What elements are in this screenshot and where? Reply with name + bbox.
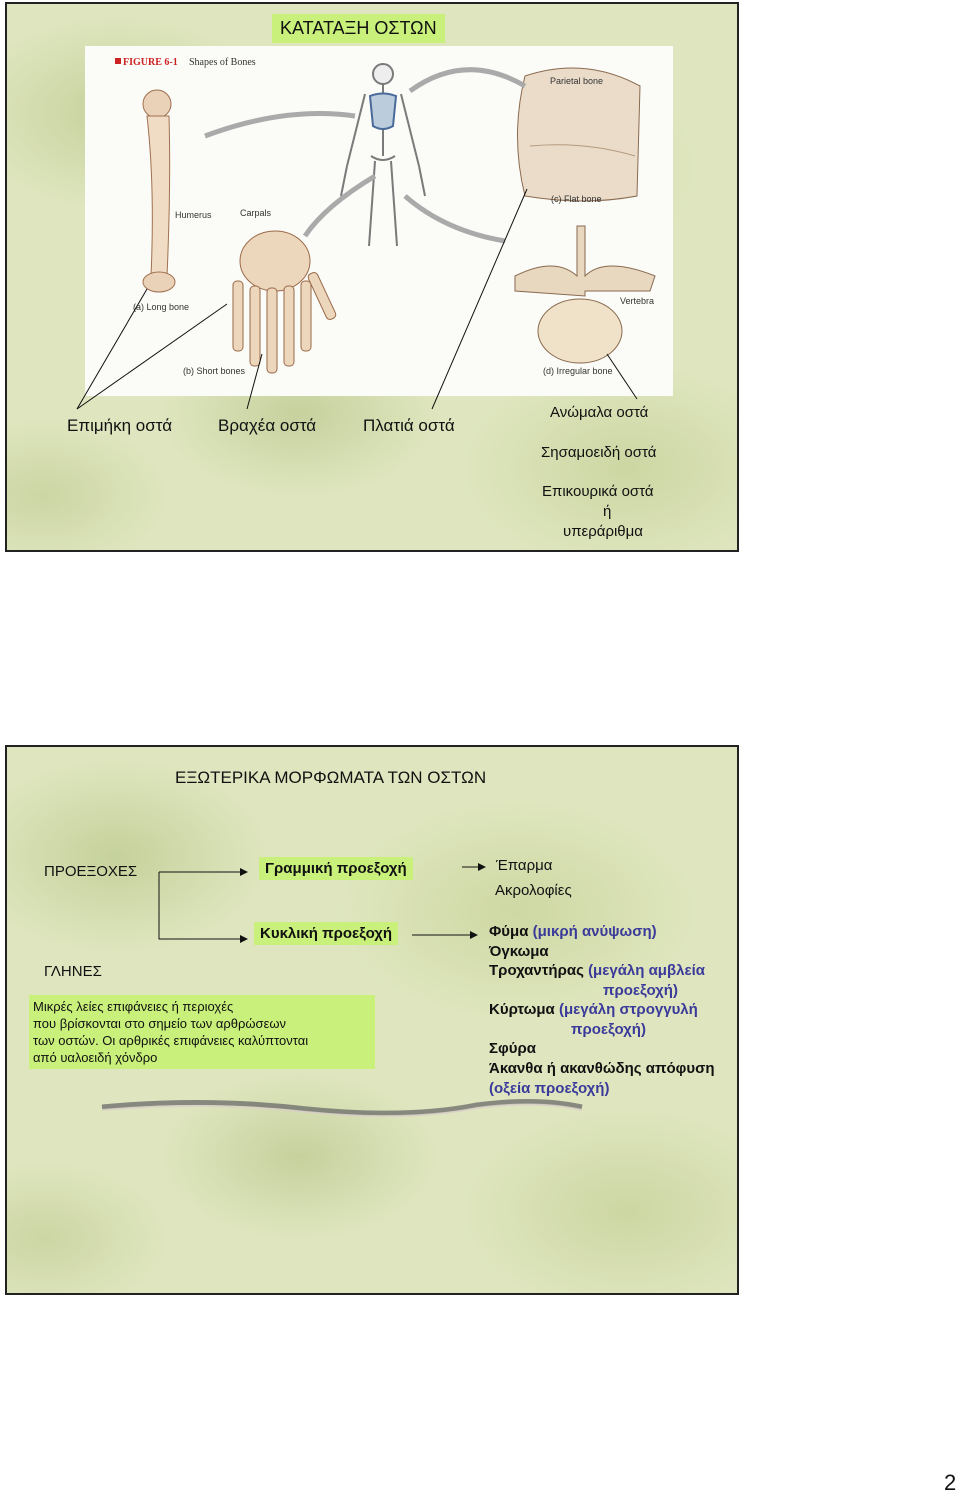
circular-item-trochanter: Τροχαντήρας (μεγάλη αμβλεία — [489, 962, 705, 979]
slide-title: ΚΑΤΑΤΑΞΗ ΟΣΤΩΝ — [272, 14, 445, 43]
parietal-label: Parietal bone — [550, 76, 604, 86]
linear-projection-box: Γραμμική προεξοχή — [259, 857, 413, 880]
long-bones-label: Επιμήκη οστά — [67, 416, 173, 435]
flat-bone-label: (c) Flat bone — [551, 194, 602, 204]
circular-item-spine-note: (οξεία προεξοχή) — [489, 1080, 610, 1097]
humerus-label: Humerus — [175, 210, 212, 220]
flat-bones-label: Πλατιά οστά — [363, 416, 455, 435]
circular-item-protuberance: Κύρτωμα (μεγάλη στρογγυλή — [489, 1001, 698, 1018]
vertebra-label: Vertebra — [620, 296, 655, 306]
circular-item-tuberosity: Όγκωμα — [489, 943, 549, 960]
slide-bone-classification — [5, 2, 739, 552]
accessory-bones-label-1: Επικουρικά οστά — [542, 483, 654, 500]
slide-title: ΕΞΩΤΕΡΙΚΑ ΜΟΡΦΩΜΑΤΑ ΤΩΝ ΟΣΤΩΝ — [175, 768, 487, 787]
figure-heading-text: Shapes of Bones — [189, 57, 256, 68]
irregular-bones-label: Ανώμαλα οστά — [550, 404, 649, 421]
circular-item-protuberance-note: προεξοχή) — [571, 1021, 646, 1038]
slide-external-features — [5, 745, 739, 1295]
figure-heading-prefix: FIGURE 6-1 — [123, 57, 178, 68]
circular-projection-box: Κυκλική προεξοχή — [254, 922, 398, 945]
linear-item-1: Έπαρμα — [496, 857, 553, 874]
glenoid-desc-line-2: που βρίσκονται στο σημείο των αρθρώσεων — [33, 1016, 287, 1031]
glenoid-desc-line-4: από υαλοειδή χόνδρο — [33, 1050, 158, 1065]
page-number: 2 — [944, 1470, 957, 1495]
accessory-bones-label-2: ή — [603, 503, 612, 520]
pointer-lines — [7, 4, 737, 550]
accessory-bones-label-3: υπεράριθμα — [563, 523, 643, 540]
linear-item-2: Ακρολοφίες — [495, 882, 572, 899]
irregular-bone-label: (d) Irregular bone — [543, 366, 613, 376]
short-bones-label: Βραχέα οστά — [218, 416, 317, 435]
glenoid-heading: ΓΛΗΝΕΣ — [44, 963, 102, 980]
circular-item-spine: Άκανθα ή ακανθώδης απόφυση — [489, 1060, 715, 1077]
carpals-label: Carpals — [240, 208, 272, 218]
circular-item-hammer: Σφύρα — [489, 1040, 536, 1057]
short-bones-label: (b) Short bones — [183, 366, 246, 376]
glenoid-description — [29, 995, 375, 1069]
sesamoid-bones-label: Σησαμοειδή οστά — [541, 444, 657, 461]
glenoid-desc-line-3: των οστών. Οι αρθρικές επιφάνειες καλύπτονται — [33, 1033, 309, 1048]
projections-heading: ΠΡΟΕΞΟΧΕΣ — [44, 863, 138, 880]
glenoid-desc-line-1: Μικρές λείες επιφάνειες ή περιοχές — [33, 999, 234, 1014]
circular-item-trochanter-note: προεξοχή) — [603, 982, 678, 999]
long-bone-label: (a) Long bone — [133, 302, 190, 312]
circular-item-tubercle: Φύμα (μικρή ανύψωση) — [489, 923, 657, 940]
